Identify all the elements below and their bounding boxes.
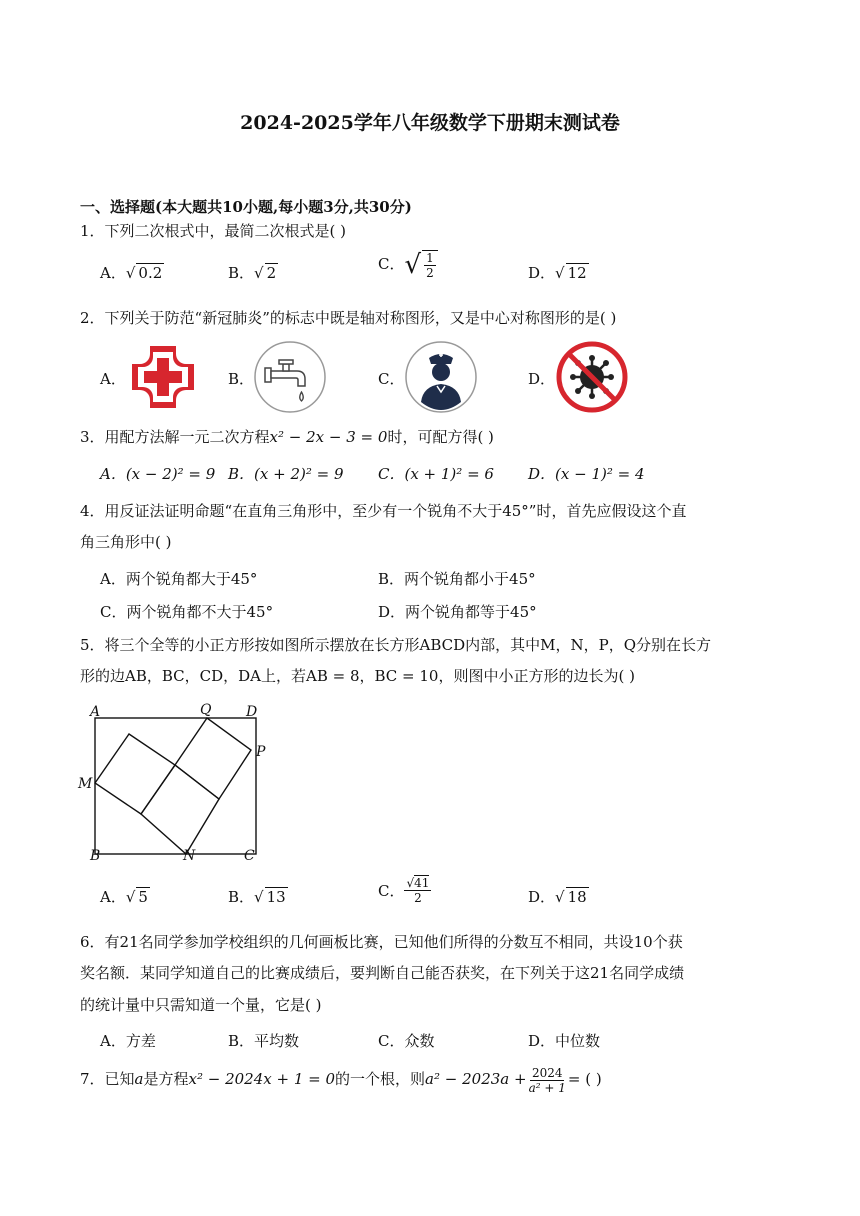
fraction-denominator: 2 (414, 891, 422, 905)
radicand: 2 (266, 264, 277, 282)
q7-equation: x² − 2024x + 1 = 0 (188, 1070, 336, 1088)
q3-stem-a: 3．用配方法解一元二次方程 (80, 428, 270, 446)
q4-option-b: B．两个锐角都小于45° (378, 570, 536, 588)
fraction-denominator: 2 (426, 266, 434, 280)
small-square-3 (141, 765, 219, 854)
fraction-numerator: 1 (426, 251, 434, 265)
q6-option-d: D．中位数 (528, 1032, 601, 1050)
q5-line2: 形的边AB，BC，CD，DA上，若AB = 8，BC = 10，则图中小正方形的边长为( ) (80, 667, 635, 685)
vertex-label-a: A (90, 704, 101, 720)
q2-option-d-label: D． (528, 370, 556, 388)
option-label: D． (528, 264, 556, 282)
q4-option-c: C．两个锐角都不大于45° (100, 603, 274, 621)
rectangle-abcd (95, 718, 256, 854)
option-label: A． (100, 264, 126, 282)
q7-stem-b: 是方程 (143, 1070, 189, 1088)
q4-line2: 角三角形中( ) (80, 533, 172, 551)
red-cross-icon (128, 342, 198, 412)
vertex-label-m: M (78, 776, 93, 792)
radicand: 18 (567, 888, 587, 906)
q4-line1: 4．用反证法证明命题“在直角三角形中，至少有一个锐角不大于45°”时，首先应假设这个直 (80, 502, 687, 520)
q7-stem-d: = ( ) (567, 1070, 602, 1088)
small-square-2 (175, 718, 251, 799)
option-label: C． (378, 882, 405, 900)
q7-stem-c: 的一个根，则 (335, 1070, 426, 1088)
fraction-denominator: a² + 1 (528, 1080, 566, 1095)
q6-line3: 的统计量中只需知道一个量，它是( ) (80, 996, 322, 1014)
vertex-label-d: D (246, 704, 258, 720)
small-square-1 (95, 734, 175, 814)
q2-option-c-label: C． (378, 370, 405, 388)
q4-option-d: D．两个锐角都等于45° (378, 603, 537, 621)
q3-equation: x² − 2x − 3 = 0 (269, 428, 388, 446)
q6-option-c: C．众数 (378, 1032, 435, 1050)
fraction-numerator: 2024 (531, 1065, 563, 1080)
radicand: 0.2 (138, 264, 163, 282)
radicand: 12 (567, 264, 587, 282)
q7-expression: a² − 2023a + (425, 1070, 527, 1088)
q7-stem-a: 7．已知 (80, 1070, 135, 1088)
q5-option-c: C． $\frac{√41}{2}$ (378, 876, 430, 905)
q6-line1: 6．有21名同学参加学校组织的几何画板比赛，已知他们所得的分数互不相同，共设10个获 (80, 933, 683, 951)
q3-stem-b: 时，可配方得( ) (387, 428, 494, 446)
q7-var: a (134, 1070, 144, 1088)
radicand: 41 (414, 876, 430, 890)
q3-option-d: D．(x − 1)² = 4 (528, 465, 645, 483)
option-label: D． (528, 888, 556, 906)
q1-option-b: B．√ 2 (228, 264, 277, 282)
q4-option-a: A．两个锐角都大于45° (100, 570, 258, 588)
vertex-label-c: C (244, 848, 255, 864)
q3-option-c: C．(x + 1)² = 6 (378, 465, 494, 483)
q6-option-a: A．方差 (100, 1032, 156, 1050)
vertex-label-q: Q (200, 702, 212, 718)
nurse-icon (404, 340, 478, 414)
q6-option-b: B．平均数 (228, 1032, 300, 1050)
option-label: B． (228, 888, 255, 906)
section-heading: 一、选择题(本大题共10小题,每小题3分,共30分) (80, 198, 412, 216)
q5-option-a: A．√ 5 (100, 888, 148, 906)
q6-line2: 奖名额．某同学知道自己的比赛成绩后，要判断自己能否获奖，在下列关于这21名同学成绩 (80, 964, 685, 982)
q1-stem: 1．下列二次根式中，最简二次根式是( ) (80, 222, 347, 240)
option-label: C． (378, 255, 405, 273)
q2-option-a-label: A． (100, 370, 126, 388)
page-title: 2024-2025学年八年级数学下册期末测试卷 (240, 112, 620, 134)
q3-option-a: A．(x − 2)² = 9 (100, 465, 216, 483)
vertex-label-n: N (183, 848, 196, 864)
q1-option-c: C．√ $\frac{1}{2}$ (378, 250, 438, 280)
no-virus-icon (555, 340, 629, 414)
vertex-label-b: B (90, 848, 101, 864)
q3-option-b: B．(x + 2)² = 9 (228, 465, 344, 483)
water-tap-icon (253, 340, 327, 414)
q3-stem (80, 426, 494, 448)
q2-option-b-label: B． (228, 370, 255, 388)
q1-option-d: D．√ 12 (528, 264, 587, 282)
option-label: B． (228, 264, 255, 282)
q2-stem: 2．下列关于防范“新冠肺炎”的标志中既是轴对称图形，又是中心对称图形的是( ) (80, 309, 617, 327)
radicand: 5 (138, 888, 148, 906)
q1-option-a: A．√ 0.2 (100, 264, 163, 282)
q7-stem (80, 1064, 602, 1095)
q5-option-b: B．√ 13 (228, 888, 286, 906)
option-label: A． (100, 888, 126, 906)
radicand: 13 (266, 888, 286, 906)
vertex-label-p: P (256, 744, 266, 760)
q5-line1: 5．将三个全等的小正方形按如图所示摆放在长方形ABCD内部，其中M，N，P，Q分别在长方 (80, 636, 712, 654)
q5-option-d: D．√ 18 (528, 888, 587, 906)
rectangle-squares-figure (76, 700, 276, 870)
